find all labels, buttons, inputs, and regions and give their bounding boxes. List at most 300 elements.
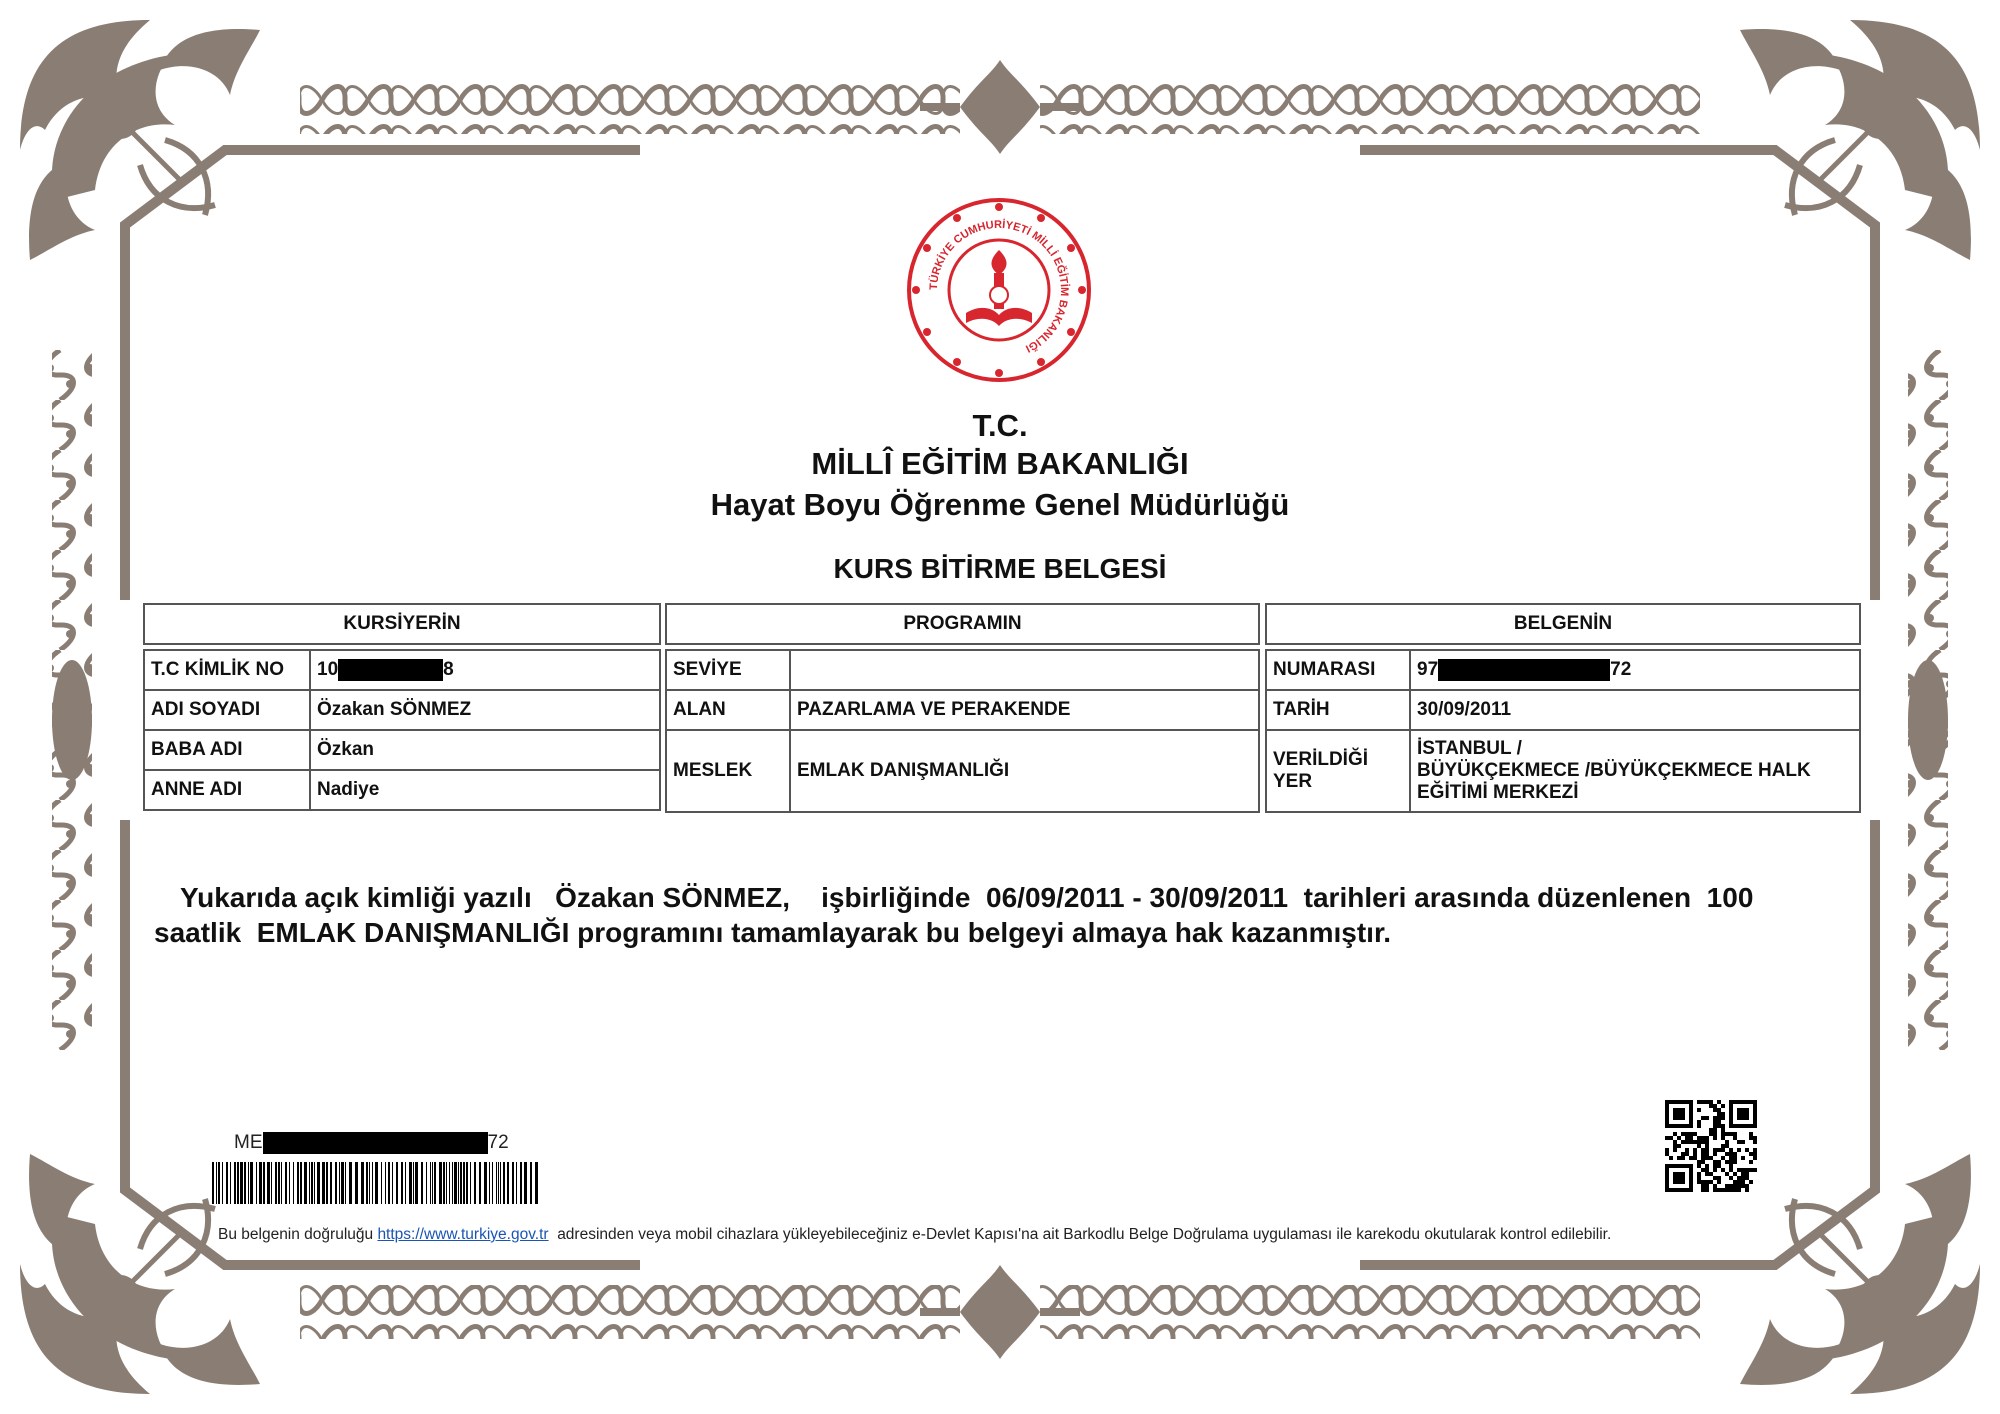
qr-module bbox=[1665, 1188, 1669, 1192]
barcode-bar bbox=[530, 1162, 532, 1204]
qr-module bbox=[1685, 1140, 1689, 1144]
qr-module bbox=[1753, 1136, 1757, 1140]
barcode-bar bbox=[311, 1162, 313, 1204]
qr-module bbox=[1665, 1172, 1669, 1176]
ministry-seal-emblem bbox=[904, 195, 1094, 385]
qr-module bbox=[1705, 1172, 1709, 1176]
qr-module bbox=[1705, 1152, 1709, 1156]
barcode-bar bbox=[366, 1162, 368, 1204]
qr-module bbox=[1697, 1100, 1701, 1104]
barcode-bar bbox=[267, 1162, 270, 1204]
barcode-bar bbox=[470, 1162, 471, 1204]
barcode-bar bbox=[349, 1162, 352, 1204]
barcode-bar bbox=[426, 1162, 427, 1204]
qr-module bbox=[1741, 1172, 1745, 1176]
barcode-bar bbox=[446, 1162, 447, 1204]
program-heading: PROGRAMIN bbox=[666, 604, 1259, 644]
barcode-bar bbox=[300, 1162, 302, 1204]
barcode-bar bbox=[381, 1162, 382, 1204]
place-label: VERİLDİĞİ YER bbox=[1266, 730, 1410, 812]
barcode-number: ME 72 bbox=[234, 1132, 509, 1154]
tc-label: T.C KİMLİK NO bbox=[144, 650, 310, 690]
qr-module bbox=[1717, 1160, 1721, 1164]
qr-module bbox=[1729, 1184, 1733, 1188]
barcode-bar bbox=[297, 1162, 299, 1204]
qr-module bbox=[1673, 1140, 1677, 1144]
barcode-bar bbox=[222, 1162, 223, 1204]
qr-module bbox=[1741, 1180, 1745, 1184]
qr-module bbox=[1685, 1188, 1689, 1192]
qr-module bbox=[1685, 1152, 1689, 1156]
qr-module bbox=[1745, 1148, 1749, 1152]
qr-module bbox=[1689, 1120, 1693, 1124]
qr-module bbox=[1733, 1136, 1737, 1140]
qr-module bbox=[1689, 1140, 1693, 1144]
qr-module bbox=[1741, 1124, 1745, 1128]
qr-module bbox=[1717, 1176, 1721, 1180]
qr-module bbox=[1705, 1156, 1709, 1160]
qr-module bbox=[1729, 1148, 1733, 1152]
qr-module bbox=[1697, 1124, 1701, 1128]
qr-module bbox=[1721, 1188, 1725, 1192]
qr-module bbox=[1685, 1136, 1689, 1140]
qr-module bbox=[1705, 1164, 1709, 1168]
qr-module bbox=[1681, 1188, 1685, 1192]
qr-module bbox=[1697, 1172, 1701, 1176]
qr-module bbox=[1709, 1172, 1713, 1176]
qr-module bbox=[1665, 1108, 1669, 1112]
turkiye-gov-link[interactable]: https://www.turkiye.gov.tr bbox=[377, 1226, 549, 1243]
qr-module bbox=[1689, 1176, 1693, 1180]
qr-module bbox=[1753, 1124, 1757, 1128]
barcode-bar bbox=[237, 1162, 239, 1204]
qr-module bbox=[1753, 1120, 1757, 1124]
barcode-bar bbox=[317, 1162, 320, 1204]
qr-module bbox=[1729, 1104, 1733, 1108]
qr-module bbox=[1745, 1188, 1749, 1192]
qr-module bbox=[1713, 1188, 1717, 1192]
number-label: NUMARASI bbox=[1266, 650, 1410, 690]
barcode-bar bbox=[479, 1162, 481, 1204]
qr-module bbox=[1705, 1148, 1709, 1152]
qr-module bbox=[1685, 1148, 1689, 1152]
qr-module bbox=[1737, 1176, 1741, 1180]
qr-module bbox=[1701, 1140, 1705, 1144]
qr-module bbox=[1689, 1184, 1693, 1188]
trainee-heading: KURSİYERİN bbox=[144, 604, 660, 644]
qr-module bbox=[1665, 1148, 1669, 1152]
qr-module bbox=[1705, 1188, 1709, 1192]
barcode-bar bbox=[293, 1162, 294, 1204]
barcode-bar bbox=[326, 1162, 328, 1204]
qr-module bbox=[1705, 1136, 1709, 1140]
qr-module bbox=[1681, 1172, 1685, 1176]
qr-module bbox=[1753, 1112, 1757, 1116]
qr-module bbox=[1725, 1132, 1729, 1136]
qr-module bbox=[1701, 1100, 1705, 1104]
qr-module bbox=[1725, 1188, 1729, 1192]
barcode-bar bbox=[520, 1162, 522, 1204]
qr-module bbox=[1681, 1180, 1685, 1184]
qr-module bbox=[1753, 1152, 1757, 1156]
qr-module bbox=[1709, 1132, 1713, 1136]
qr-module bbox=[1673, 1164, 1677, 1168]
barcode-bar bbox=[271, 1162, 272, 1204]
qr-module bbox=[1681, 1152, 1685, 1156]
qr-module bbox=[1717, 1124, 1721, 1128]
barcode-bar bbox=[278, 1162, 280, 1204]
qr-module bbox=[1697, 1180, 1701, 1184]
qr-module bbox=[1701, 1136, 1705, 1140]
qr-module bbox=[1741, 1168, 1745, 1172]
qr-module bbox=[1697, 1164, 1701, 1168]
qr-module bbox=[1673, 1176, 1677, 1180]
qr-module bbox=[1669, 1100, 1673, 1104]
qr-module bbox=[1677, 1136, 1681, 1140]
barcode bbox=[212, 1162, 542, 1204]
header-ministry: MİLLÎ EĞİTİM BAKANLIĞI bbox=[811, 446, 1189, 481]
qr-module bbox=[1713, 1132, 1717, 1136]
redaction-bar bbox=[1438, 659, 1610, 681]
qr-module bbox=[1689, 1164, 1693, 1168]
qr-module bbox=[1749, 1180, 1753, 1184]
program-table bbox=[665, 603, 1260, 813]
field-value: PAZARLAMA VE PERAKENDE bbox=[790, 690, 1259, 730]
barcode-bar bbox=[322, 1162, 325, 1204]
barcode-bar bbox=[339, 1162, 340, 1204]
barcode-bar bbox=[275, 1162, 277, 1204]
qr-module bbox=[1689, 1132, 1693, 1136]
qr-module bbox=[1705, 1140, 1709, 1144]
qr-module bbox=[1729, 1152, 1733, 1156]
qr-module bbox=[1697, 1160, 1701, 1164]
qr-module bbox=[1745, 1172, 1749, 1176]
qr-module bbox=[1737, 1112, 1741, 1116]
barcode-bar bbox=[289, 1162, 290, 1204]
qr-module bbox=[1665, 1120, 1669, 1124]
barcode-bar bbox=[230, 1162, 231, 1204]
place-value: İSTANBUL / BÜYÜKÇEKMECE /BÜYÜKÇEKMECE HALK EĞİTİMİ MERKEZİ bbox=[1410, 730, 1860, 812]
tc-value: 10 8 bbox=[310, 650, 660, 690]
barcode-bar bbox=[345, 1162, 346, 1204]
qr-module bbox=[1745, 1112, 1749, 1116]
qr-module bbox=[1737, 1124, 1741, 1128]
qr-module bbox=[1717, 1120, 1721, 1124]
qr-module bbox=[1741, 1112, 1745, 1116]
qr-module bbox=[1705, 1144, 1709, 1148]
qr-module bbox=[1745, 1168, 1749, 1172]
qr-module bbox=[1713, 1104, 1717, 1108]
qr-module bbox=[1713, 1152, 1717, 1156]
qr-module bbox=[1737, 1180, 1741, 1184]
qr-module bbox=[1725, 1140, 1729, 1144]
barcode-bar bbox=[212, 1162, 214, 1204]
date-value: 30/09/2011 bbox=[1410, 690, 1860, 730]
qr-module bbox=[1737, 1188, 1741, 1192]
qr-module bbox=[1673, 1148, 1677, 1152]
qr-module bbox=[1677, 1112, 1681, 1116]
barcode-bar bbox=[516, 1162, 517, 1204]
qr-module bbox=[1733, 1160, 1737, 1164]
barcode-bar bbox=[503, 1162, 505, 1204]
barcode-bar bbox=[259, 1162, 262, 1204]
qr-module bbox=[1749, 1132, 1753, 1136]
barcode-bar bbox=[439, 1162, 442, 1204]
qr-module bbox=[1677, 1108, 1681, 1112]
qr-module bbox=[1741, 1108, 1745, 1112]
barcode-bar bbox=[341, 1162, 344, 1204]
level-value bbox=[790, 650, 1259, 690]
qr-module bbox=[1673, 1100, 1677, 1104]
qr-module bbox=[1689, 1116, 1693, 1120]
qr-module bbox=[1689, 1108, 1693, 1112]
qr-module bbox=[1681, 1116, 1685, 1120]
qr-module bbox=[1665, 1164, 1669, 1168]
qr-module bbox=[1681, 1164, 1685, 1168]
qr-module bbox=[1729, 1116, 1733, 1120]
qr-module bbox=[1693, 1148, 1697, 1152]
barcode-bar bbox=[413, 1162, 414, 1204]
barcode-bar bbox=[434, 1162, 436, 1204]
barcode-bar bbox=[250, 1162, 253, 1204]
job-value: EMLAK DANIŞMANLIĞI bbox=[790, 730, 1259, 812]
qr-module bbox=[1673, 1180, 1677, 1184]
qr-module bbox=[1665, 1184, 1669, 1188]
barcode-bar bbox=[375, 1162, 378, 1204]
qr-module bbox=[1729, 1100, 1733, 1104]
qr-module bbox=[1693, 1132, 1697, 1136]
barcode-bar bbox=[385, 1162, 386, 1204]
qr-module bbox=[1717, 1164, 1721, 1168]
qr-module bbox=[1741, 1100, 1745, 1104]
redaction-bar bbox=[338, 659, 443, 681]
barcode-bar bbox=[430, 1162, 431, 1204]
qr-module bbox=[1753, 1116, 1757, 1120]
qr-module bbox=[1689, 1100, 1693, 1104]
qr-module bbox=[1681, 1124, 1685, 1128]
barcode-bar bbox=[244, 1162, 246, 1204]
barcode-bar bbox=[512, 1162, 514, 1204]
qr-module bbox=[1669, 1124, 1673, 1128]
qr-module bbox=[1729, 1108, 1733, 1112]
qr-module bbox=[1665, 1168, 1669, 1172]
barcode-bar bbox=[372, 1162, 373, 1204]
qr-module bbox=[1725, 1144, 1729, 1148]
qr-module bbox=[1721, 1132, 1725, 1136]
redaction-bar bbox=[263, 1132, 488, 1154]
qr-module bbox=[1689, 1124, 1693, 1128]
qr-module bbox=[1733, 1132, 1737, 1136]
qr-module bbox=[1693, 1152, 1697, 1156]
qr-module bbox=[1669, 1164, 1673, 1168]
barcode-bar bbox=[240, 1162, 243, 1204]
qr-module bbox=[1669, 1188, 1673, 1192]
qr-module bbox=[1713, 1108, 1717, 1112]
qr-module bbox=[1677, 1100, 1681, 1104]
qr-module bbox=[1745, 1176, 1749, 1180]
qr-module bbox=[1681, 1132, 1685, 1136]
qr-module bbox=[1713, 1184, 1717, 1188]
qr-module bbox=[1701, 1160, 1705, 1164]
qr-module bbox=[1673, 1124, 1677, 1128]
qr-module bbox=[1677, 1180, 1681, 1184]
qr-module bbox=[1681, 1112, 1685, 1116]
mother-value: Nadiye bbox=[310, 770, 660, 810]
qr-module bbox=[1745, 1124, 1749, 1128]
qr-module bbox=[1681, 1140, 1685, 1144]
qr-module bbox=[1685, 1100, 1689, 1104]
barcode-bar bbox=[535, 1162, 538, 1204]
qr-module bbox=[1677, 1116, 1681, 1120]
certificate-heading: BELGENİN bbox=[1266, 604, 1860, 644]
mother-label: ANNE ADI bbox=[144, 770, 310, 810]
qr-module bbox=[1721, 1116, 1725, 1120]
qr-module bbox=[1701, 1116, 1705, 1120]
barcode-bar bbox=[388, 1162, 390, 1204]
qr-module bbox=[1701, 1184, 1705, 1188]
qr-module bbox=[1681, 1156, 1685, 1160]
barcode-bar bbox=[524, 1162, 527, 1204]
barcode-bar bbox=[226, 1162, 228, 1204]
field-label: ALAN bbox=[666, 690, 790, 730]
barcode-bar bbox=[216, 1162, 217, 1204]
qr-code bbox=[1665, 1100, 1757, 1192]
qr-module bbox=[1737, 1116, 1741, 1120]
qr-module bbox=[1665, 1104, 1669, 1108]
qr-module bbox=[1741, 1184, 1745, 1188]
qr-module bbox=[1689, 1104, 1693, 1108]
qr-module bbox=[1665, 1176, 1669, 1180]
qr-module bbox=[1745, 1108, 1749, 1112]
qr-module bbox=[1733, 1188, 1737, 1192]
qr-module bbox=[1713, 1116, 1717, 1120]
qr-module bbox=[1673, 1108, 1677, 1112]
qr-module bbox=[1741, 1140, 1745, 1144]
qr-module bbox=[1681, 1176, 1685, 1180]
qr-module bbox=[1753, 1156, 1757, 1160]
qr-module bbox=[1725, 1184, 1729, 1188]
barcode-bar bbox=[498, 1162, 499, 1204]
qr-module bbox=[1721, 1156, 1725, 1160]
barcode-bar bbox=[281, 1162, 282, 1204]
qr-module bbox=[1673, 1172, 1677, 1176]
qr-module bbox=[1753, 1168, 1757, 1172]
barcode-bar bbox=[460, 1162, 462, 1204]
qr-module bbox=[1749, 1152, 1753, 1156]
barcode-bar bbox=[401, 1162, 403, 1204]
barcode-bar bbox=[507, 1162, 509, 1204]
qr-module bbox=[1693, 1156, 1697, 1160]
qr-module bbox=[1733, 1152, 1737, 1156]
qr-module bbox=[1705, 1184, 1709, 1188]
barcode-bar bbox=[415, 1162, 418, 1204]
qr-module bbox=[1741, 1156, 1745, 1160]
qr-module bbox=[1729, 1156, 1733, 1160]
qr-module bbox=[1725, 1172, 1729, 1176]
qr-module bbox=[1745, 1116, 1749, 1120]
barcode-bar bbox=[218, 1162, 220, 1204]
qr-module bbox=[1681, 1100, 1685, 1104]
qr-module bbox=[1733, 1172, 1737, 1176]
qr-module bbox=[1689, 1112, 1693, 1116]
barcode-bar bbox=[454, 1162, 457, 1204]
barcode-bar bbox=[458, 1162, 459, 1204]
qr-module bbox=[1697, 1108, 1701, 1112]
barcode-bar bbox=[369, 1162, 370, 1204]
barcode-bar bbox=[234, 1162, 236, 1204]
barcode-bar bbox=[449, 1162, 450, 1204]
qr-module bbox=[1721, 1124, 1725, 1128]
qr-module bbox=[1689, 1180, 1693, 1184]
qr-module bbox=[1665, 1180, 1669, 1184]
certificate-table bbox=[1265, 603, 1861, 813]
qr-module bbox=[1669, 1136, 1673, 1140]
qr-module bbox=[1665, 1100, 1669, 1104]
qr-module bbox=[1689, 1168, 1693, 1172]
qr-module bbox=[1709, 1156, 1713, 1160]
qr-module bbox=[1745, 1100, 1749, 1104]
verification-note: Bu belgenin doğruluğu https://www.turkiye.gov.tr adresinden veya mobil cihazlara yükleyebileceğiniz e-Devlet Kapısı'na ait Barkodlu Belge Doğrulama uygulaması ile karekodu okutularak kontrol edilebilir. bbox=[218, 1226, 1612, 1243]
qr-module bbox=[1689, 1156, 1693, 1160]
qr-module bbox=[1721, 1144, 1725, 1148]
qr-module bbox=[1677, 1156, 1681, 1160]
qr-module bbox=[1673, 1112, 1677, 1116]
qr-module bbox=[1689, 1188, 1693, 1192]
qr-module bbox=[1665, 1116, 1669, 1120]
qr-module bbox=[1753, 1100, 1757, 1104]
qr-module bbox=[1677, 1176, 1681, 1180]
qr-module bbox=[1729, 1132, 1733, 1136]
qr-module bbox=[1729, 1160, 1733, 1164]
qr-module bbox=[1701, 1168, 1705, 1172]
qr-module bbox=[1741, 1176, 1745, 1180]
qr-module bbox=[1677, 1172, 1681, 1176]
barcode-bar bbox=[285, 1162, 287, 1204]
qr-module bbox=[1729, 1120, 1733, 1124]
qr-module bbox=[1737, 1100, 1741, 1104]
qr-module bbox=[1733, 1100, 1737, 1104]
barcode-bar bbox=[335, 1162, 337, 1204]
header-tc: T.C. bbox=[972, 408, 1028, 443]
barcode-bar bbox=[330, 1162, 332, 1204]
qr-module bbox=[1697, 1176, 1701, 1180]
qr-module bbox=[1665, 1152, 1669, 1156]
statement-line-2: saatlik EMLAK DANIŞMANLIĞI programını tamamlayarak bu belgeyi almaya hak kazanmıştır. bbox=[154, 917, 1392, 948]
qr-module bbox=[1749, 1136, 1753, 1140]
qr-module bbox=[1701, 1152, 1705, 1156]
qr-module bbox=[1737, 1168, 1741, 1172]
name-value: Özakan SÖNMEZ bbox=[310, 690, 660, 730]
barcode-bar bbox=[484, 1162, 487, 1204]
qr-module bbox=[1721, 1148, 1725, 1152]
qr-module bbox=[1749, 1160, 1753, 1164]
qr-module bbox=[1725, 1160, 1729, 1164]
barcode-bar bbox=[248, 1162, 249, 1204]
barcode-bar bbox=[355, 1162, 358, 1204]
qr-module bbox=[1665, 1136, 1669, 1140]
qr-module bbox=[1721, 1136, 1725, 1140]
header-directorate: Hayat Boyu Öğrenme Genel Müdürlüğü bbox=[710, 487, 1290, 522]
barcode-bar bbox=[492, 1162, 493, 1204]
qr-module bbox=[1713, 1176, 1717, 1180]
qr-module bbox=[1685, 1124, 1689, 1128]
job-label: MESLEK bbox=[666, 730, 790, 812]
statement-line-1: Yukarıda açık kimliği yazılı Özakan SÖNMEZ, işbirliğinde 06/09/2011 - 30/09/2011 tarihleri arasında düzenlenen 100 bbox=[180, 882, 1754, 913]
qr-module bbox=[1713, 1164, 1717, 1168]
qr-module bbox=[1677, 1188, 1681, 1192]
qr-module bbox=[1729, 1176, 1733, 1180]
qr-module bbox=[1709, 1104, 1713, 1108]
